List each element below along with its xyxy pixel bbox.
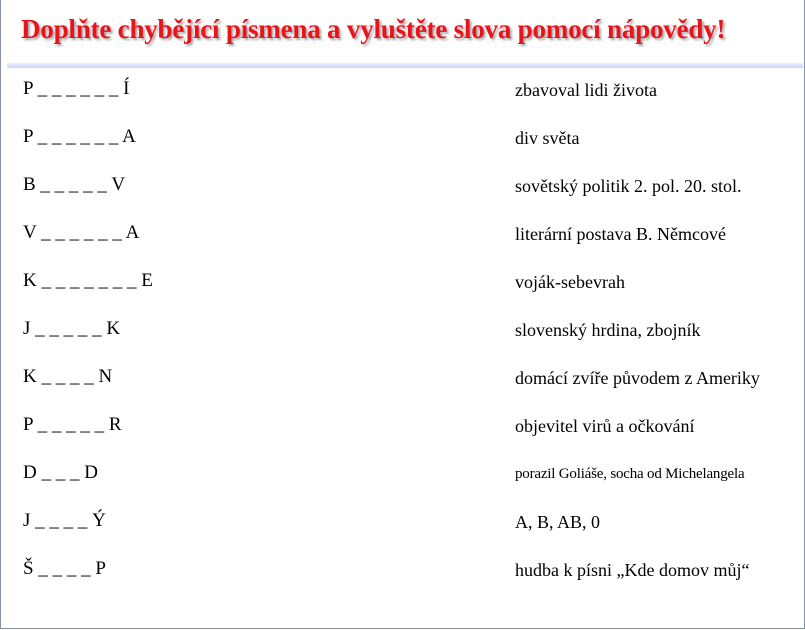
puzzle-word: P _ _ _ _ _ _ Í <box>23 78 130 99</box>
puzzle-hint: literární postava B. Němcové <box>515 224 726 244</box>
puzzle-row <box>1 70 804 118</box>
puzzle-word: J _ _ _ _ Ý <box>23 510 106 531</box>
puzzle-word: K _ _ _ _ _ _ _ E <box>23 270 153 291</box>
puzzle-row <box>1 502 804 550</box>
puzzle-row <box>1 214 804 262</box>
puzzle-hint: voják-sebevrah <box>515 272 625 292</box>
puzzle-row <box>1 118 804 166</box>
puzzle-list <box>1 70 804 598</box>
puzzle-hint: zbavoval lidi života <box>515 80 657 100</box>
puzzle-word: V _ _ _ _ _ _ A <box>23 222 140 243</box>
puzzle-hint: domácí zvíře původem z Ameriky <box>515 368 760 388</box>
puzzle-hint: hudba k písni „Kde domov můj“ <box>515 560 750 580</box>
puzzle-word: B _ _ _ _ _ V <box>23 174 126 195</box>
puzzle-row <box>1 550 804 598</box>
puzzle-row <box>1 406 804 454</box>
puzzle-hint: slovenský hrdina, zbojník <box>515 320 701 340</box>
puzzle-word: D _ _ _ D <box>23 462 98 483</box>
puzzle-hint: A, B, AB, 0 <box>515 512 601 532</box>
puzzle-word: K _ _ _ _ N <box>23 366 113 387</box>
page-title: Doplňte chybějící písmena a vyluštěte slova pomocí nápovědy! <box>21 14 726 44</box>
puzzle-row <box>1 310 804 358</box>
puzzle-hint: div světa <box>515 128 580 148</box>
puzzle-row <box>1 454 804 502</box>
puzzle-hint: sovětský politik 2. pol. 20. stol. <box>515 176 742 196</box>
puzzle-row <box>1 166 804 214</box>
puzzle-word: P _ _ _ _ _ _ A <box>23 126 136 147</box>
puzzle-word: P _ _ _ _ _ R <box>23 414 122 435</box>
puzzle-hint: objevitel virů a očkování <box>515 416 695 436</box>
puzzle-word: Š _ _ _ _ P <box>23 558 106 579</box>
title-underline <box>7 62 803 68</box>
puzzle-word: J _ _ _ _ _ K <box>23 318 121 339</box>
puzzle-row <box>1 262 804 310</box>
puzzle-hint: porazil Goliáše, socha od Michelangela <box>515 466 745 482</box>
puzzle-row <box>1 358 804 406</box>
